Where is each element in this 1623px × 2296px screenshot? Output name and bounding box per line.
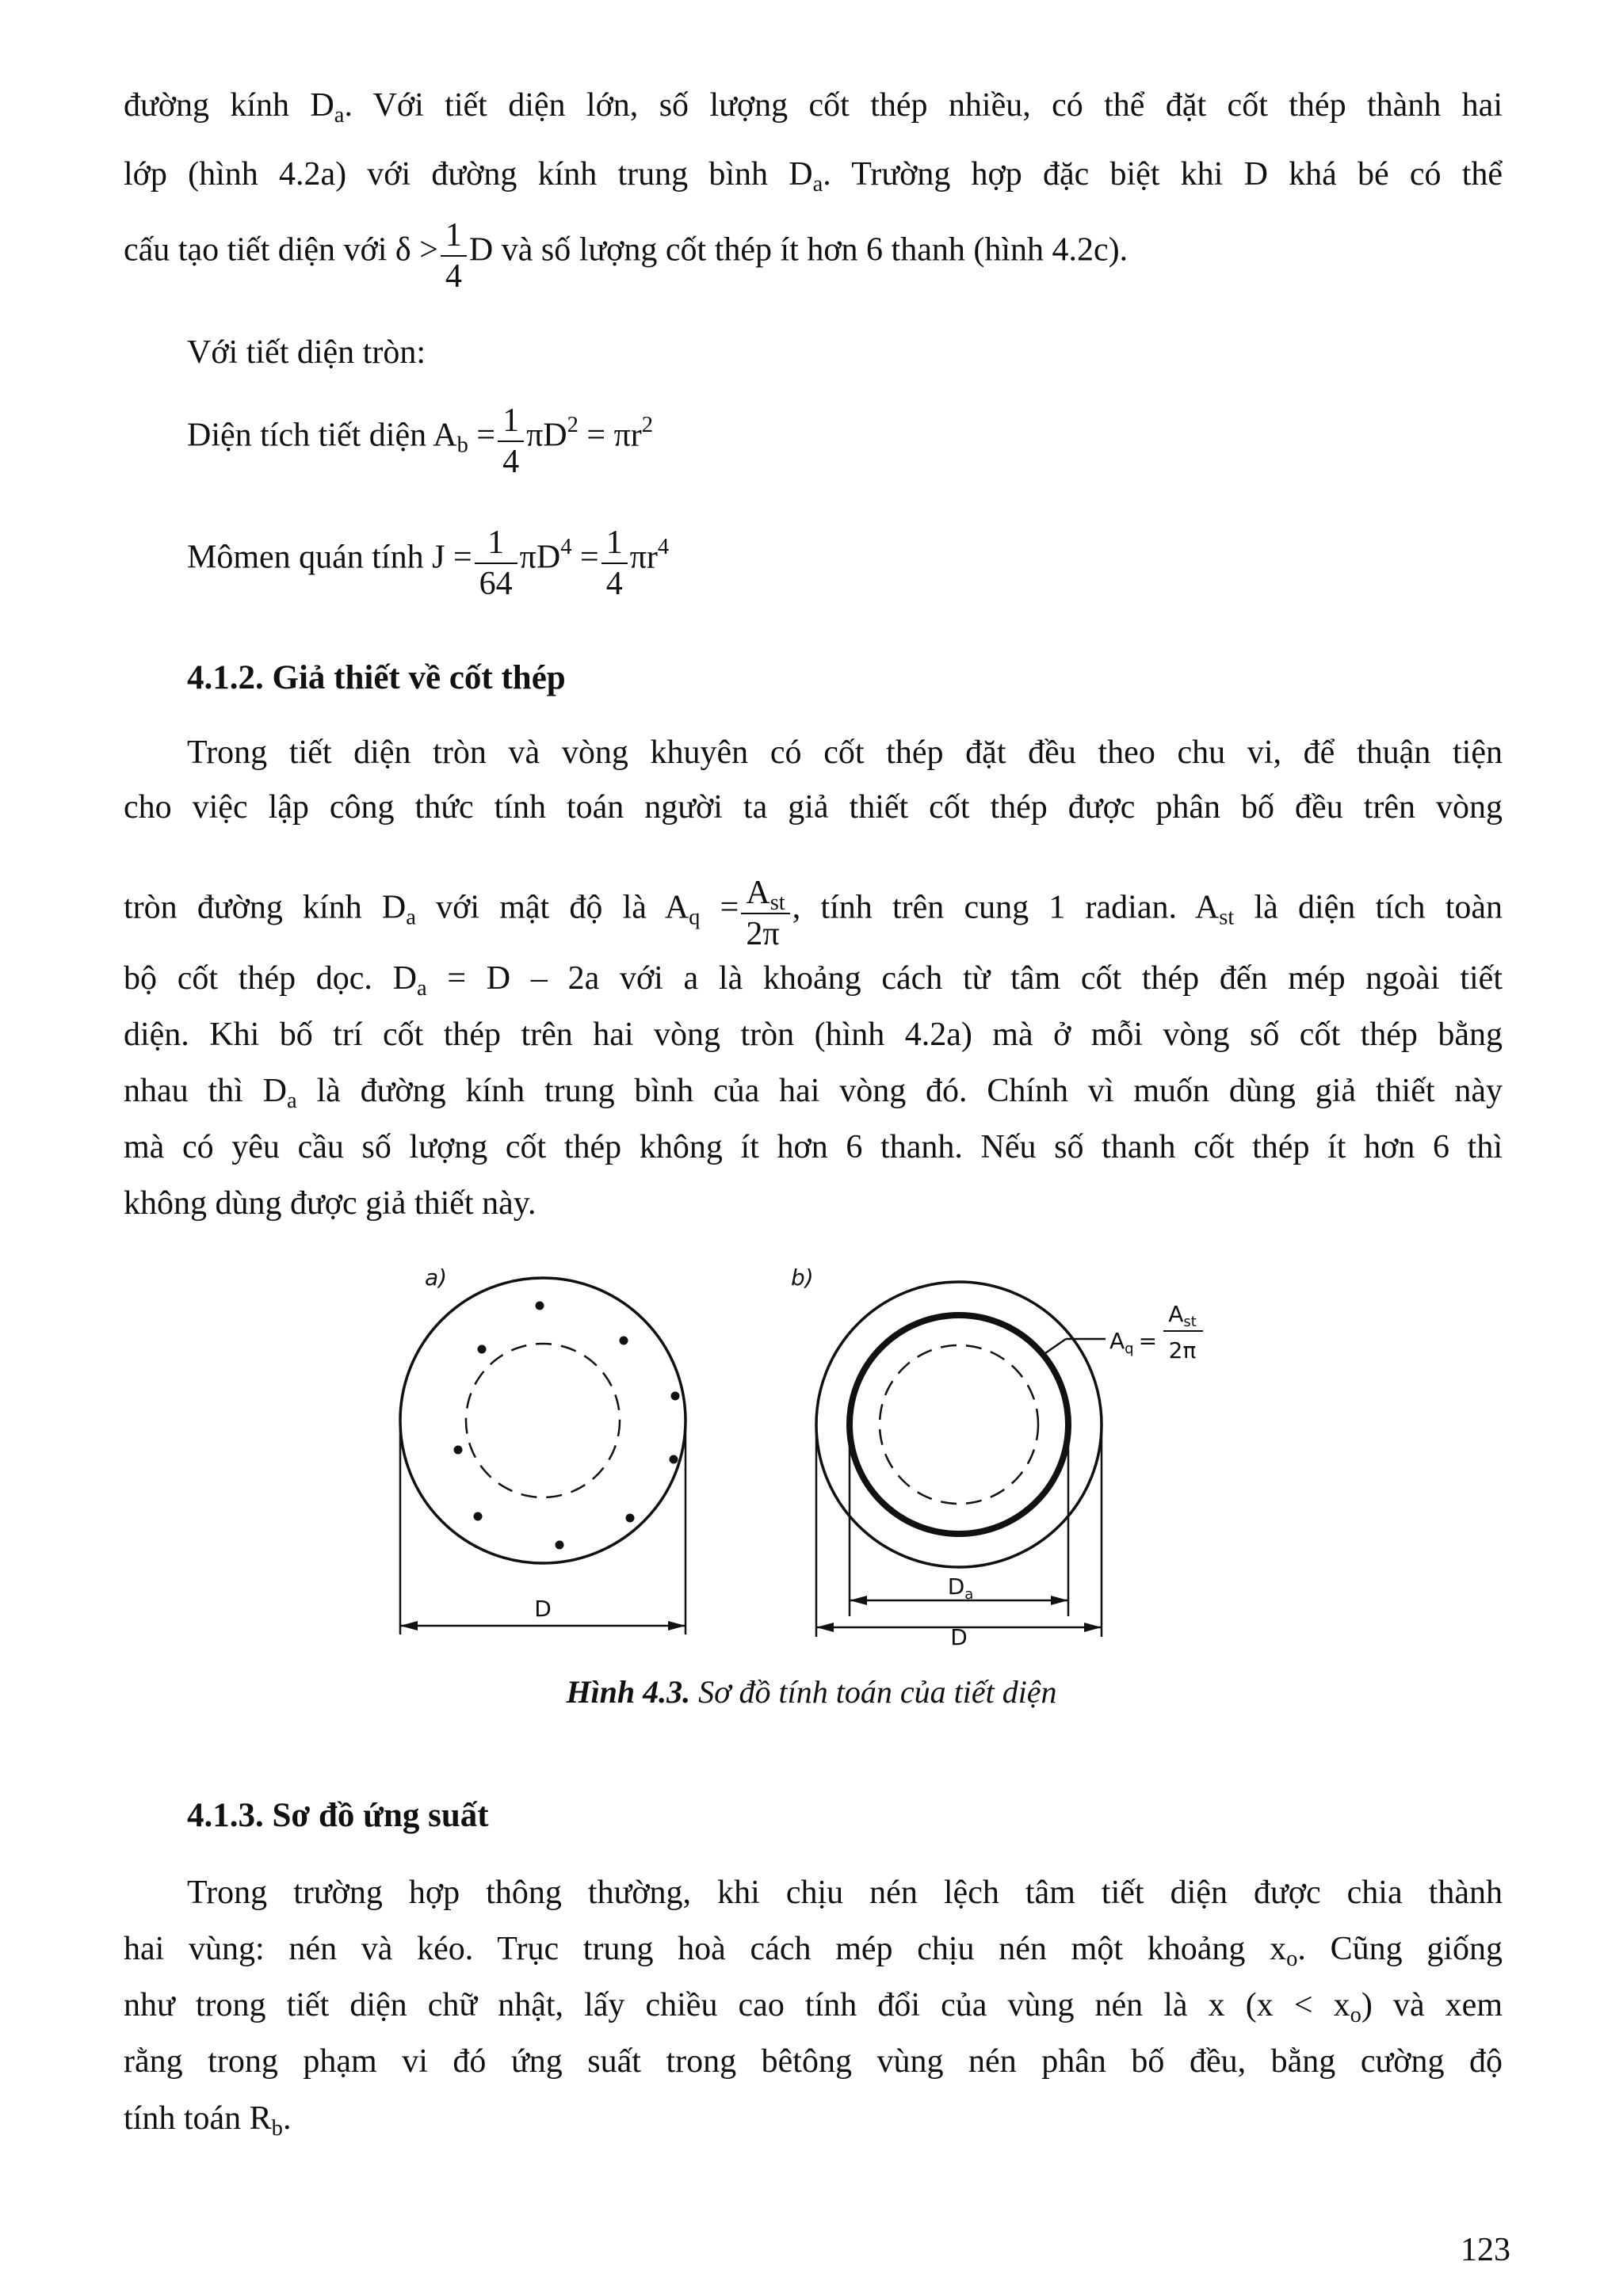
rebar-dot: [478, 1345, 487, 1354]
text-line: Với tiết diện tròn:: [187, 334, 426, 371]
fraction: $\frac{1}{64}$: [475, 526, 517, 601]
text-line: mà có yêu cầu số lượng cốt thép không ít hơn 6 thanh. Nếu số thanh cốt thép ít hơn 6 thì: [124, 1129, 1503, 1165]
text-line: không dùng được giả thiết này.: [124, 1185, 537, 1222]
section-heading: 4.1.2. Giả thiết về cốt thép: [187, 659, 566, 696]
text-line: nhau thì $D_a$ là đường kính trung bình của hai vòng đó. Chính vì muốn dùng giả thiết này: [124, 1073, 1503, 1113]
fraction: $\frac{A_{st}}{2\pi}$: [741, 876, 789, 951]
dimension-label-D: D: [534, 1596, 552, 1622]
figure-b: [791, 1264, 1203, 1650]
text-line: bộ cốt thép dọc. $D_a = D - 2a$ với a là khoảng cách từ tâm cốt thép đến mép ngoài tiết: [124, 960, 1503, 1001]
text-line: diện. Khi bố trí cốt thép trên hai vòng tròn (hình 4.2a) mà ở mỗi vòng số cốt thép bằng: [124, 1016, 1503, 1053]
center-dashed-circle: [880, 1345, 1038, 1504]
rebar-dot: [556, 1541, 564, 1550]
rebar-dot: [671, 1392, 680, 1401]
leader-line: [1045, 1339, 1066, 1353]
fraction: $\frac{1}{4}$: [441, 219, 467, 293]
text-line: Trong trường hợp thông thường, khi chịu nén lệch tâm tiết diện được chia thành: [187, 1875, 1503, 1911]
text-line: cho việc lập công thức tính toán người ta giả thiết cốt thép được phân bố đều trên vòng: [124, 789, 1503, 826]
text-line: như trong tiết diện chữ nhật, lấy chiều cao tính đổi của vùng nén là x $(x < x_o)$ và xem: [124, 1987, 1503, 2027]
rebar-dot: [620, 1337, 628, 1345]
center-dashed-circle: [466, 1344, 620, 1497]
text-line: lớp (hình 4.2a) với đường kính trung bình $D_a$. Trường hợp đặc biệt khi D khá bé có thể: [124, 156, 1503, 196]
formula-inertia: Mômen quán tính J = $\frac{1}{64}$ $\pi D^4$ = $\frac{1}{4}$ $\pi r^4$: [187, 524, 670, 602]
aq-denominator: 2π: [1168, 1337, 1197, 1363]
section-heading: 4.1.3. Sơ đồ ứng suất: [187, 1797, 489, 1834]
rebar-dot: [454, 1446, 463, 1455]
rebar-dot: [474, 1512, 483, 1521]
text-line: đường kính $D_a$. Với tiết diện lớn, số lượng cốt thép nhiều, có thể đặt cốt thép thành hai: [124, 87, 1503, 128]
aq-label: $A_q$ =: [1109, 1328, 1158, 1357]
text-line: tính toán $R_b$.: [124, 2100, 292, 2141]
section-outline-circle: [400, 1278, 685, 1563]
figure-label-b: b): [791, 1264, 814, 1291]
text-line: Trong tiết diện tròn và vòng khuyên có cốt thép đặt đều theo chu vi, để thuận tiện: [187, 734, 1503, 771]
dimension-label-Da: $D_a$: [947, 1573, 974, 1603]
rebar-dot: [536, 1302, 544, 1310]
aq-numerator: $A_{st}$: [1168, 1301, 1197, 1330]
figure-label-a: a): [425, 1264, 448, 1291]
rebar-ring-circle: [850, 1315, 1068, 1534]
rebar-dot: [670, 1455, 678, 1464]
text-line: cấu tạo tiết diện với δ > $\frac{1}{4}$ D và số lượng cốt thép ít hơn 6 thanh (hình 4.2c).: [124, 217, 1128, 295]
text-line: tròn đường kính $D_a$ với mật độ là $A_q$ = $\frac{A_{st}}{2\pi}$ , tính trên cung 1 radian. $A_{st}$ là diện tích toàn: [124, 875, 1503, 952]
figure-a: [400, 1264, 685, 1634]
formula-area: Diện tích tiết diện $A_b$ = $\frac{1}{4}$ $\pi D^2 = \pi r^2$: [187, 402, 654, 480]
figure-caption: Hình 4.3. Sơ đồ tính toán của tiết diện: [566, 1674, 1057, 1710]
text-line: rằng trong phạm vi đó ứng suất trong bêtông vùng nén phân bố đều, bằng cường độ: [124, 2043, 1503, 2080]
figure-4-3: [396, 1258, 1236, 1654]
text-line: hai vùng: nén và kéo. Trục trung hoà cách mép chịu nén một khoảng $x_o$. Cũng giống: [124, 1931, 1503, 1971]
fraction: $\frac{1}{4}$: [601, 526, 628, 601]
rebar-dot: [626, 1514, 635, 1523]
fraction: $\frac{1}{4}$: [498, 404, 524, 479]
section-outline-circle: [816, 1282, 1102, 1567]
page-number: 123: [1461, 2232, 1510, 2268]
rebar-dots: [454, 1302, 680, 1550]
dimension-label-D: D: [950, 1624, 968, 1650]
